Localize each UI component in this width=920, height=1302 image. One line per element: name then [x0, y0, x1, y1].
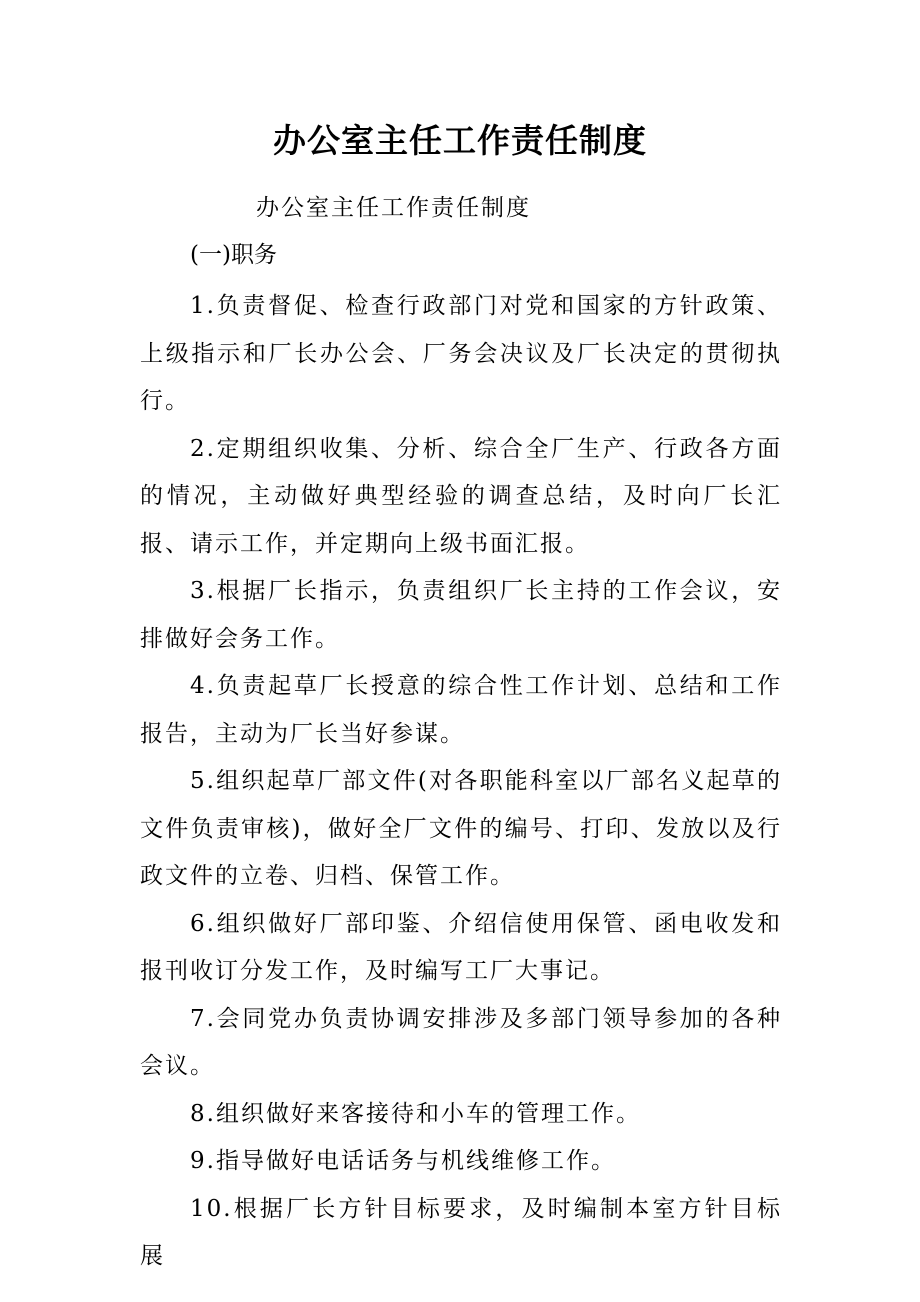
paragraph-7: 7.会同党办负责协调安排涉及多部门领导参加的各种会议。 [140, 1005, 782, 1079]
paragraph-10: 10.根据厂长方针目标要求，及时编制本室方针目标展 [140, 1195, 782, 1269]
paragraph-3: 3.根据厂长指示，负责组织厂长主持的工作会议，安排做好会务工作。 [140, 578, 782, 652]
paragraph-8: 8.组织做好来客接待和小车的管理工作。 [190, 1100, 641, 1127]
document-title: 办公室主任工作责任制度 [273, 121, 647, 160]
paragraph-1: 1.负责督促、检查行政部门对党和国家的方针政策、上级指示和厂长办公会、厂务会决议及厂长决定的贯彻执行。 [140, 293, 782, 414]
paragraph-2: 2.定期组织收集、分析、综合全厂生产、行政各方面的情况，主动做好典型经验的调查总结，及时向厂长汇报、请示工作，并定期向上级书面汇报。 [140, 435, 782, 557]
document-body [140, 283, 782, 1281]
document-subtitle: 办公室主任工作责任制度 [256, 195, 531, 221]
paragraph-5: 5.组织起草厂部文件(对各职能科室以厂部名义起草的文件负责审核)，做好全厂文件的编号、打印、发放以及行政文件的立卷、归档、保管工作。 [140, 768, 782, 889]
paragraph-4: 4.负责起草厂长授意的综合性工作计划、总结和工作报告，主动为厂长当好参谋。 [140, 673, 782, 747]
paragraph-6: 6.组织做好厂部印鉴、介绍信使用保管、函电收发和报刊收订分发工作，及时编写工厂大事记。 [140, 910, 782, 984]
paragraph-9: 9.指导做好电话话务与机线维修工作。 [190, 1148, 616, 1174]
section-heading: (一)职务 [190, 242, 277, 268]
